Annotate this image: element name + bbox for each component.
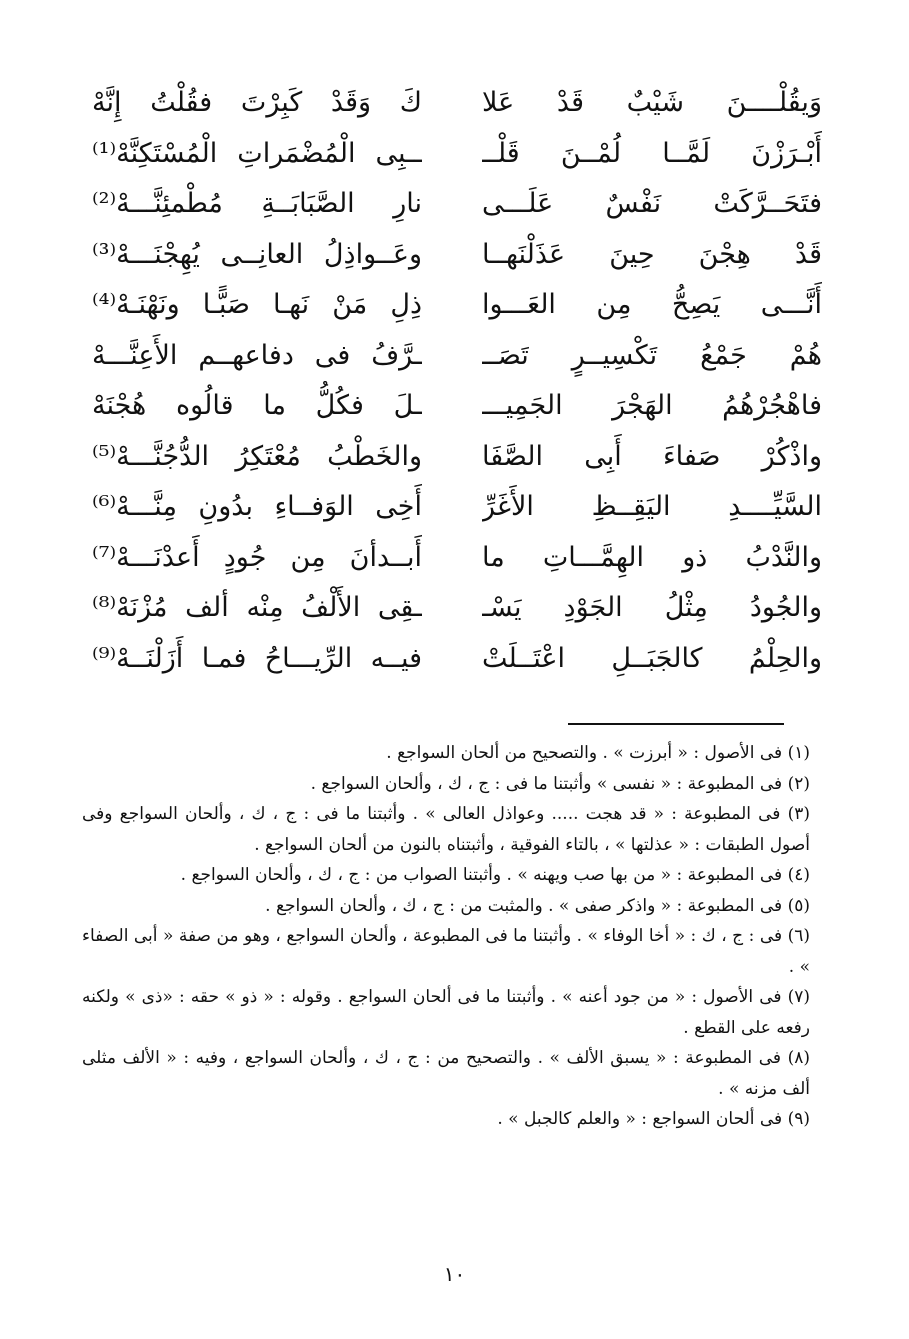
footnote: (٤) فى المطبوعة : « من بها صب ويهنه » . وأثبتنا الصواب من : ج ، ك ، وألحان السواجع . xyxy=(180,865,810,885)
verse-first-hemistich: والحِلْمُ كالجَبَــلِ اعْتَــلَتْ xyxy=(482,642,822,674)
page-number: ١٠ xyxy=(443,1262,466,1286)
verse-first-hemistich: واذْكُرْ صَفاءَ أَبِى الصَّفَا xyxy=(482,440,822,472)
verse xyxy=(92,432,822,483)
footnote: (٦) فى : ج ، ك : « أخا الوفاء » . وأثبتنا ما فى المطبوعة ، وألحان السواجع ، وهو من صفة « أبى الصفاء » . xyxy=(82,926,810,977)
verse-second-hemistich: ـقِى الأَلْفُ مِنْه ألف مُزْنَهْ⁽⁸⁾ xyxy=(92,592,422,623)
verse-second-hemistich: أَبــدأنَ مِن جُودٍ أَعدْنَـــهْ⁽⁷⁾ xyxy=(92,541,422,573)
verse xyxy=(92,381,822,432)
verse-second-hemistich: كَ وَقَدْ كَبِرْتَ فقُلْتُ إِنَّهْ xyxy=(92,87,422,118)
verse-first-hemistich: السَّيِّــــدِ اليَقِــظِ الأَغَرِّ xyxy=(482,491,822,522)
verse-first-hemistich: أَبْـرَزْنَ لَمَّــا لُمْــنَ قَلْــ xyxy=(482,137,822,169)
footnote: (١) فى الأصول : « أبرزت » . والتصحيح من ألحان السواجع . xyxy=(386,743,810,763)
footnote-separator xyxy=(568,723,784,725)
verse xyxy=(92,482,822,533)
footnote: (٨) فى المطبوعة : « يسبق الألف » . والتصحيح من : ج ، ك ، وألحان السواجع ، وفيه : « الألف مثلى ألف مزنه » . xyxy=(82,1048,810,1099)
footnote: (٩) فى ألحان السواجع : « والعلم كالجبل » . xyxy=(497,1109,810,1129)
verse-first-hemistich: وَيقُلْــــنَ شَيْبٌ قَدْ عَلا xyxy=(482,87,822,118)
verse-first-hemistich: قَدْ هِجْنَ حِينَ عَذَلْنَهــا xyxy=(482,238,822,270)
footnote: (٥) فى المطبوعة : « واذكر صفى » . والمثبت من : ج ، ك ، وألحان السواجع . xyxy=(265,895,810,916)
verse xyxy=(92,533,822,584)
poem xyxy=(92,78,822,684)
verse-first-hemistich: فاهْجُرْهُمُ الهَجْرَ الجَمِيـــ xyxy=(482,390,822,421)
verse xyxy=(92,129,822,180)
verse xyxy=(92,230,822,281)
verse-first-hemistich: هُمْ جَمْعُ تَكْسِيــرٍ تَصَــ xyxy=(482,339,822,371)
verse-second-hemistich: ــبِى الْمُضْمَراتِ الْمُسْتَكِنَّهْ⁽¹⁾ xyxy=(92,137,422,169)
verse-second-hemistich: ـرَّفُ فى دفاعهــم الأَعِنَّـــهْ xyxy=(92,339,422,371)
verse-first-hemistich: والجُودُ مِثْلُ الجَوْدِ يَسْـ xyxy=(482,592,822,623)
verse-second-hemistich: نارِ الصَّبَابَــةِ مُطْمئِنَّـــهْ⁽²⁾ xyxy=(92,188,422,219)
verse-second-hemistich: ذِلِ مَنْ نَهـا صَبًّـا ونَهْنَـهْ⁽⁴⁾ xyxy=(92,289,422,320)
verse-first-hemistich: أَنَّـــى يَصِحُّ مِن العَـــوا xyxy=(482,289,822,320)
verse-first-hemistich: والنَّدْبُ ذو الهِمَّـــاتِ ما xyxy=(482,541,822,573)
verse-first-hemistich: فتَحَــرَّكَتْ نَفْسٌ عَلَـــى xyxy=(482,188,822,219)
verse-second-hemistich: ـلَ فكُلُّ ما قالُوه هُجْنَهْ xyxy=(92,390,422,421)
footnote: (٧) فى الأصول : « من جود أعنه » . وأثبتنا ما فى ألحان السواجع . وقوله : « ذو » حقه : «ذى » ولكنه رفعه على القطع . xyxy=(82,987,810,1038)
footnotes xyxy=(82,738,810,1135)
verse xyxy=(92,634,822,685)
verse-second-hemistich: والخَطْبُ مُعْتَكِرُ الدُّجُنَّـــهْ⁽⁵⁾ xyxy=(92,440,422,472)
footnote: (٢) فى المطبوعة : « نفسى » وأثبتنا ما فى : ج ، ك ، وألحان السواجع . xyxy=(310,773,810,794)
verse-second-hemistich: وعَــواذِلُ العانِــى يُهِجْنَـــهْ⁽³⁾ xyxy=(92,238,422,270)
verse-second-hemistich: أَخِى الوَفــاءِ بدُونِ مِنَّـــهْ⁽⁶⁾ xyxy=(92,491,422,522)
footnote: (٣) فى المطبوعة : « قد هجت ..... وعواذل العالى » . وأثبتنا ما فى : ج ، ك ، وألحان السواجع وفى أصول الطبقات : « عذلتها » ، بالتاء الفوقية ، وأثبتناه بالنون من ألحان السواجع . xyxy=(82,804,810,855)
verse xyxy=(92,179,822,230)
verse-second-hemistich: فيــه الرِّيـــاحُ فمـا أَزَلْنَــهْ⁽⁹⁾ xyxy=(92,642,422,674)
verse xyxy=(92,280,822,331)
verse xyxy=(92,331,822,382)
verse xyxy=(92,78,822,129)
verse xyxy=(92,583,822,634)
